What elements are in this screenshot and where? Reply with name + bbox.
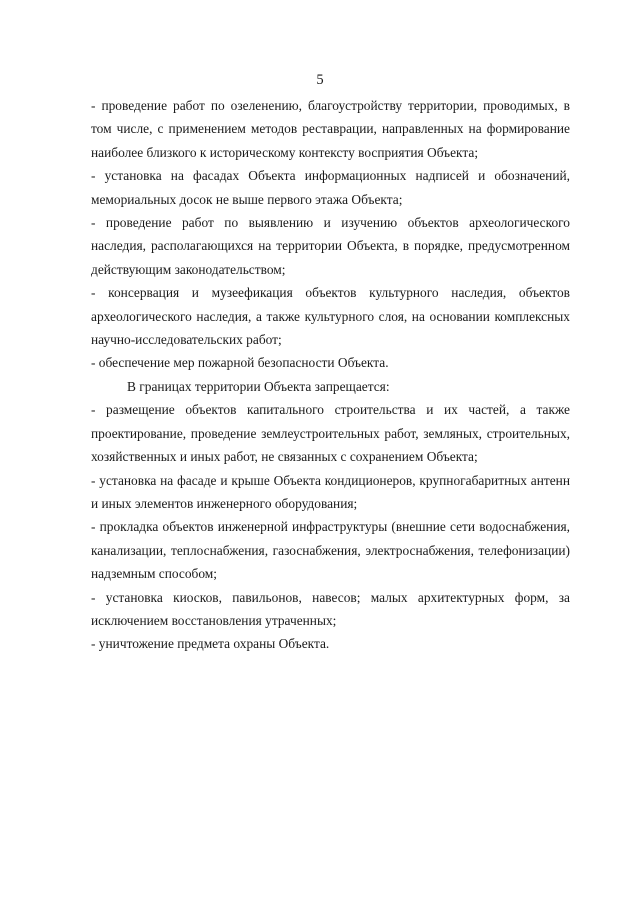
page-number: 5 bbox=[316, 72, 324, 88]
paragraph-destruction: - уничтожение предмета охраны Объекта. bbox=[91, 636, 330, 652]
paragraph-kiosks: - установка киосков, павильонов, навесов; малых архитектурных форм, за исключением восстановления утраченных; bbox=[91, 589, 570, 628]
paragraph-utility-lines: - прокладка объектов инженерной инфраструктуры (внешние сети водоснабжения, канализации, теплоснабжения, газоснабжения, электроснабжения, телефонизации) надземным способом; bbox=[91, 519, 570, 582]
document-body bbox=[91, 94, 570, 656]
paragraph-landscaping: - проведение работ по озеленению, благоустройству территории, проводимых, в том числе, с применением методов реставрации, направленных на формирование наиболее близкого к историческому контексту восприятия Объекта; bbox=[91, 98, 570, 160]
paragraph-signage: - установка на фасадах Объекта информационных надписей и обозначений, мемориальных досок не выше первого этажа Объекта; bbox=[91, 168, 570, 207]
paragraph-facade-equipment: - установка на фасаде и крыше Объекта кондиционеров, крупногабаритных антенн и иных элементов инженерного оборудования; bbox=[91, 472, 570, 511]
paragraph-prohibitions-heading: В границах территории Объекта запрещается: bbox=[127, 378, 390, 394]
paragraph-archaeology-research: - проведение работ по выявлению и изучению объектов археологического наследия, располагающихся на территории Объекта, в порядке, предусмотренном действующим законодательством; bbox=[91, 215, 570, 277]
paragraph-conservation: - консервация и музеефикация объектов культурного наследия, объектов археологического наследия, а также культурного слоя, на основании комплексных научно-исследовательских работ; bbox=[91, 285, 570, 348]
paragraph-fire-safety: - обеспечение мер пожарной безопасности Объекта. bbox=[91, 355, 389, 371]
paragraph-capital-construction: - размещение объектов капитального строительства и их частей, а также проектирование, проведение землеустроительных работ, земляных, строительных, хозяйственных и иных работ, не связанных с сохранением Объекта; bbox=[91, 402, 570, 465]
